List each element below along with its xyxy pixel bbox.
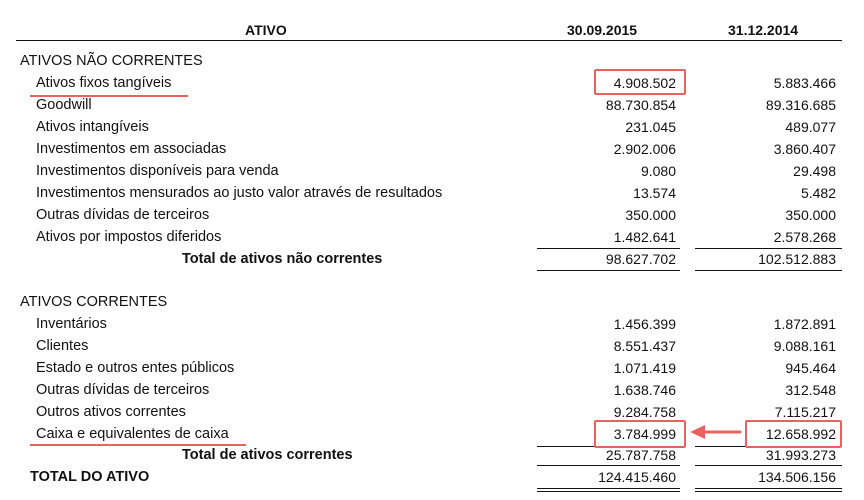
- grand-total-rule-2015-a: [537, 488, 680, 489]
- value-2014: 29.498: [793, 163, 836, 179]
- total-rule-2014: [695, 270, 842, 271]
- highlight-box-tangible-2015: [594, 69, 686, 95]
- value-2015: 350.000: [625, 207, 676, 223]
- value-2014: 9.088.161: [773, 338, 836, 354]
- subtotal-rule-2015: [537, 248, 680, 249]
- value-2014: 945.464: [785, 360, 836, 376]
- total-rule-2015: [537, 465, 680, 466]
- row-label: Outras dívidas de terceiros: [36, 382, 210, 398]
- highlight-box-cash-2015: [594, 420, 686, 448]
- row-label: Clientes: [36, 338, 89, 354]
- value-2015: 1.482.641: [613, 229, 676, 245]
- grand-total-label: TOTAL DO ATIVO: [30, 469, 150, 485]
- row-label: Ativos fixos tangíveis: [36, 75, 172, 91]
- value-2015: 9.080: [640, 163, 676, 179]
- value-2014: 1.872.891: [773, 316, 836, 332]
- grand-total-rule-2015-b: [537, 491, 680, 492]
- value-2014: 89.316.685: [765, 97, 836, 113]
- subtotal-rule-2014: [695, 248, 842, 249]
- row-label: Investimentos disponíveis para venda: [36, 163, 279, 179]
- value-2014: 489.077: [785, 119, 836, 135]
- value-2015: 3.784.999: [613, 426, 676, 442]
- value-2015: 88.730.854: [605, 97, 676, 113]
- total-current-2014: 31.993.273: [765, 447, 836, 463]
- value-2014: 2.578.268: [773, 229, 836, 245]
- row-label: Ativos intangíveis: [36, 119, 149, 135]
- value-2015: 9.284.758: [613, 404, 676, 420]
- total-non-current-2014: 102.512.883: [758, 251, 836, 267]
- highlight-box-cash-2014: [745, 420, 842, 448]
- value-2015: 1.071.419: [613, 360, 676, 376]
- row-label: Ativos por impostos diferidos: [36, 229, 222, 245]
- total-rule-2015: [537, 270, 680, 271]
- value-2015: 4.908.502: [613, 75, 676, 91]
- value-2014: 5.482: [800, 185, 836, 201]
- value-2014: 312.548: [785, 382, 836, 398]
- row-label: Outras dívidas de terceiros: [36, 207, 210, 223]
- total-non-current-label: Total de ativos não correntes: [182, 251, 383, 267]
- header-2015: 30.09.2015: [567, 22, 638, 38]
- row-label: Inventários: [36, 316, 107, 332]
- grand-total-rule-2014-a: [695, 488, 842, 489]
- grand-total-rule-2014-b: [695, 491, 842, 492]
- header-rule: [16, 40, 842, 41]
- header-2014: 31.12.2014: [728, 22, 799, 38]
- value-2014: 350.000: [785, 207, 836, 223]
- value-2014: 12.658.992: [765, 426, 836, 442]
- total-rule-2014: [695, 465, 842, 466]
- value-2015: 8.551.437: [613, 338, 676, 354]
- header-ativo: ATIVO: [245, 22, 287, 38]
- arrow-left-icon: [690, 424, 742, 440]
- row-label: Outros ativos correntes: [36, 404, 186, 420]
- section-title-non-current: ATIVOS NÃO CORRENTES: [20, 53, 203, 69]
- row-label: Investimentos mensurados ao justo valor através de resultados: [36, 185, 443, 201]
- value-2014: 3.860.407: [773, 141, 836, 157]
- row-label: Estado e outros entes públicos: [36, 360, 235, 376]
- total-current-2015: 25.787.758: [605, 447, 676, 463]
- highlight-underline-tangible: [30, 95, 188, 97]
- value-2015: 231.045: [625, 119, 676, 135]
- highlight-underline-cash: [30, 444, 246, 446]
- grand-total-2015: 124.415.460: [598, 469, 676, 485]
- section-title-current: ATIVOS CORRENTES: [20, 294, 168, 310]
- row-label: Goodwill: [36, 97, 92, 113]
- total-non-current-2015: 98.627.702: [605, 251, 676, 267]
- total-current-label: Total de ativos correntes: [182, 447, 353, 463]
- value-2014: 7.115.217: [774, 404, 836, 420]
- value-2015: 13.574: [633, 185, 676, 201]
- grand-total-2014: 134.506.156: [758, 469, 836, 485]
- value-2015: 1.638.746: [613, 382, 676, 398]
- row-label: Investimentos em associadas: [36, 141, 227, 157]
- value-2014: 5.883.466: [773, 75, 836, 91]
- value-2015: 1.456.399: [613, 316, 676, 332]
- row-label: Caixa e equivalentes de caixa: [36, 426, 229, 442]
- value-2015: 2.902.006: [613, 141, 676, 157]
